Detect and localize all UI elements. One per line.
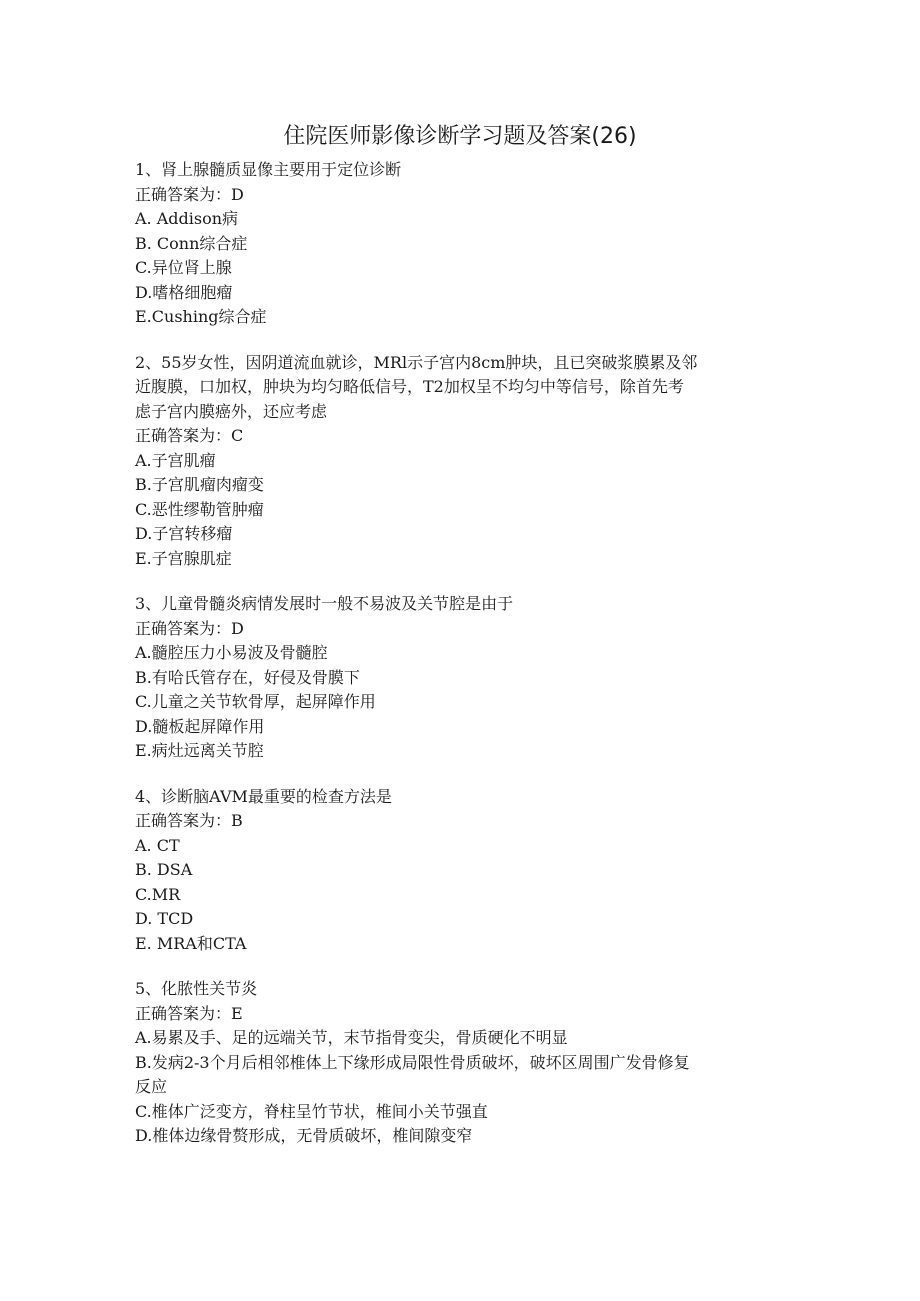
option-e: E. MRA和CTA xyxy=(135,933,247,953)
option-b-continued: 反应 xyxy=(135,1077,168,1096)
option-a: A. Addison病 xyxy=(135,209,239,228)
correct-answer: 正确答案为：D xyxy=(135,184,244,204)
question-stem: 1、肾上腺髓质显像主要用于定位诊断 xyxy=(135,160,402,179)
option-b: B.有哈氏管存在，好侵及骨膜下 xyxy=(135,667,360,687)
question-stem: 5、化脓性关节炎 xyxy=(135,979,258,998)
page-title: 住院医师影像诊断学习题及答案(26) xyxy=(283,124,637,149)
option-e: E.病灶远离关节腔 xyxy=(135,741,264,760)
option-d: D.髓板起屏障作用 xyxy=(135,716,265,736)
option-a: A.易累及手、足的远端关节，末节指骨变尖，骨质硬化不明显 xyxy=(135,1028,568,1047)
question-list xyxy=(135,158,795,1170)
option-d: D.子宫转移瘤 xyxy=(135,524,233,543)
option-d: D. TCD xyxy=(135,909,194,928)
option-e: E.子宫腺肌症 xyxy=(135,548,232,568)
question-stem: 3、儿童骨髓炎病情发展时一般不易波及关节腔是由于 xyxy=(135,594,514,613)
question-stem: 4、诊断脑AVM最重要的检查方法是 xyxy=(135,786,392,806)
question-1 xyxy=(135,158,795,330)
question-5 xyxy=(135,977,795,1149)
question-2 xyxy=(135,351,795,572)
question-stem-line-1: 2、55岁女性，因阴道流血就诊，MRl示子宫内8cm肿块，且已突破浆膜累及邻 xyxy=(135,352,698,372)
option-b: B.子宫肌瘤肉瘤变 xyxy=(135,475,264,494)
option-c: C.儿童之关节软骨厚，起屏障作用 xyxy=(135,692,376,711)
option-a: A.髓腔压力小易波及骨髓腔 xyxy=(135,643,328,662)
option-b: B. Conn综合症 xyxy=(135,233,248,253)
option-b: B. DSA xyxy=(135,860,193,879)
correct-answer: 正确答案为：C xyxy=(135,426,244,445)
option-b: B.发病2-3个月后相邻椎体上下缘形成局限性骨质破坏，破坏区周围广发骨修复 xyxy=(135,1052,690,1072)
option-a: A.子宫肌瘤 xyxy=(135,450,216,470)
question-4 xyxy=(135,785,795,957)
option-d: D.椎体边缘骨赘形成，无骨质破坏，椎间隙变窄 xyxy=(135,1126,473,1145)
option-c: C.恶性缪勒管肿瘤 xyxy=(135,499,264,519)
option-c: C.椎体广泛变方，脊柱呈竹节状，椎间小关节强直 xyxy=(135,1101,488,1121)
option-d: D.嗜格细胞瘤 xyxy=(135,282,233,302)
option-c: C.MR xyxy=(135,884,181,904)
question-stem-line-2: 近腹膜，口加权，肿块为均匀略低信号，T2加权呈不均匀中等信号，除首先考 xyxy=(135,377,684,396)
option-a: A. CT xyxy=(135,835,180,855)
correct-answer: 正确答案为：D xyxy=(135,618,244,638)
question-stem-line-3: 虑子宫内膜癌外，还应考虑 xyxy=(135,401,328,421)
correct-answer: 正确答案为：B xyxy=(135,811,243,830)
option-e: E.Cushing综合症 xyxy=(135,307,267,326)
correct-answer: 正确答案为：E xyxy=(135,1003,243,1023)
option-c: C.异位肾上腺 xyxy=(135,258,232,277)
question-3 xyxy=(135,592,795,764)
